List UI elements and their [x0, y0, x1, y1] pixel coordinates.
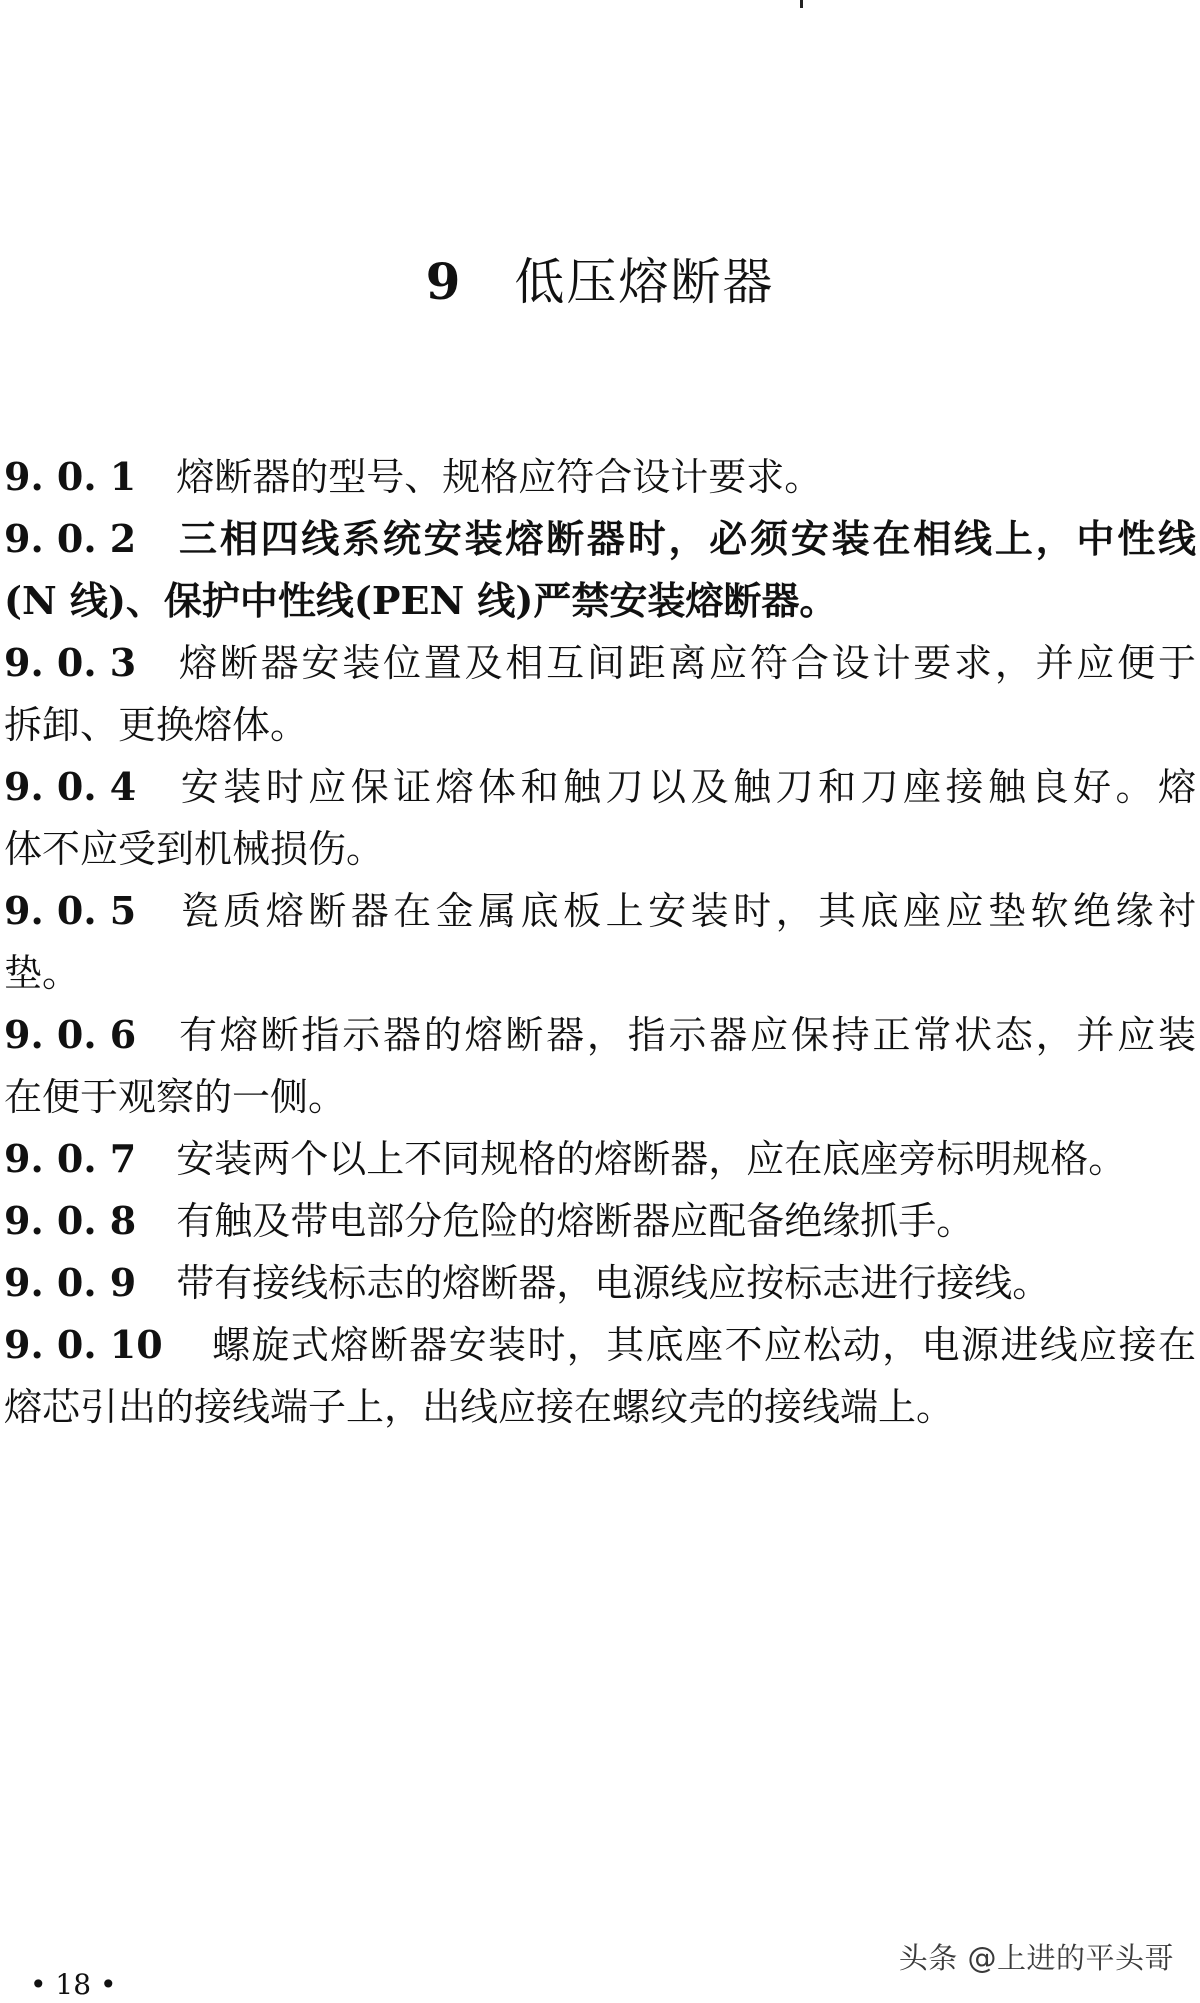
clause-number: 9. 0. 5: [4, 888, 137, 933]
watermark: 头条 @上进的平头哥: [898, 1941, 1174, 1975]
clause-9-0-4: [4, 756, 1196, 880]
clause-line: [4, 570, 1196, 632]
page-number: • 18 •: [30, 1968, 117, 2001]
clause-text: 体不应受到机械损伤。: [4, 827, 385, 871]
clause-line: [4, 818, 1196, 880]
clause-line: [4, 880, 1196, 942]
clause-9-0-6: [4, 1004, 1196, 1128]
clause-number: 9. 0. 7: [4, 1136, 137, 1181]
clause-number: 9. 0. 2: [4, 516, 137, 561]
clause-text: 有触及带电部分危险的熔断器应配备绝缘抓手。: [176, 1199, 975, 1243]
clause-text: 安装两个以上不同规格的熔断器，应在底座旁标明规格。: [176, 1137, 1127, 1181]
clause-line: [4, 1190, 1196, 1252]
clause-line: [4, 756, 1196, 818]
clause-line: [4, 1004, 1196, 1066]
clause-line: [4, 1252, 1196, 1314]
clause-text: (N 线)、保护中性线(PEN 线)严禁安装熔断器。: [4, 578, 838, 623]
clause-list: [4, 446, 1196, 1438]
clause-number: 9. 0. 3: [4, 640, 137, 685]
clause-text: 有熔断指示器的熔断器，指示器应保持正常状态，并应装: [176, 1013, 1196, 1057]
clause-number: 9. 0. 4: [4, 764, 137, 809]
clause-line: [4, 1314, 1196, 1376]
clause-line: [4, 446, 1196, 508]
clause-number: 9. 0. 10: [4, 1322, 163, 1367]
clause-9-0-9: [4, 1252, 1196, 1314]
clause-9-0-10: [4, 1314, 1196, 1438]
clause-line: [4, 1128, 1196, 1190]
clause-text: 螺旋式熔断器安装时，其底座不应松动，电源进线应接在: [210, 1323, 1196, 1367]
clause-9-0-2: [4, 508, 1196, 632]
clause-9-0-8: [4, 1190, 1196, 1252]
clause-line: [4, 942, 1196, 1004]
clause-text: 带有接线标志的熔断器，电源线应按标志进行接线。: [176, 1261, 1051, 1305]
clause-9-0-1: [4, 446, 1196, 508]
clause-text: 安装时应保证熔体和触刀以及触刀和刀座接触良好。熔: [176, 765, 1196, 809]
clause-number: 9. 0. 9: [4, 1260, 137, 1305]
clause-number: 9. 0. 6: [4, 1012, 137, 1057]
clause-text: 在便于观察的一侧。: [4, 1075, 347, 1119]
chapter-title-text: 低压熔断器: [514, 253, 775, 311]
clause-line: [4, 508, 1196, 570]
clause-line: [4, 1066, 1196, 1128]
chapter-title: [0, 252, 1200, 312]
clause-line: [4, 1376, 1196, 1438]
clause-number: 9. 0. 8: [4, 1198, 137, 1243]
clause-text: 瓷质熔断器在金属底板上安装时，其底座应垫软绝缘衬: [176, 889, 1196, 933]
top-edge-mark: [800, 0, 803, 8]
clause-text: 垫。: [4, 951, 81, 995]
clause-line: [4, 694, 1196, 756]
clause-9-0-5: [4, 880, 1196, 1004]
clause-9-0-7: [4, 1128, 1196, 1190]
chapter-number: 9: [425, 252, 463, 311]
clause-text: 熔断器的型号、规格应符合设计要求。: [176, 455, 823, 499]
clause-line: [4, 632, 1196, 694]
clause-text: 熔芯引出的接线端子上，出线应接在螺纹壳的接线端上。: [4, 1385, 955, 1429]
clause-text: 拆卸、更换熔体。: [4, 703, 309, 747]
clause-number: 9. 0. 1: [4, 454, 137, 499]
clause-text: 三相四线系统安装熔断器时，必须安装在相线上，中性线: [176, 516, 1196, 561]
clause-text: 熔断器安装位置及相互间距离应符合设计要求，并应便于: [176, 641, 1196, 685]
clause-9-0-3: [4, 632, 1196, 756]
